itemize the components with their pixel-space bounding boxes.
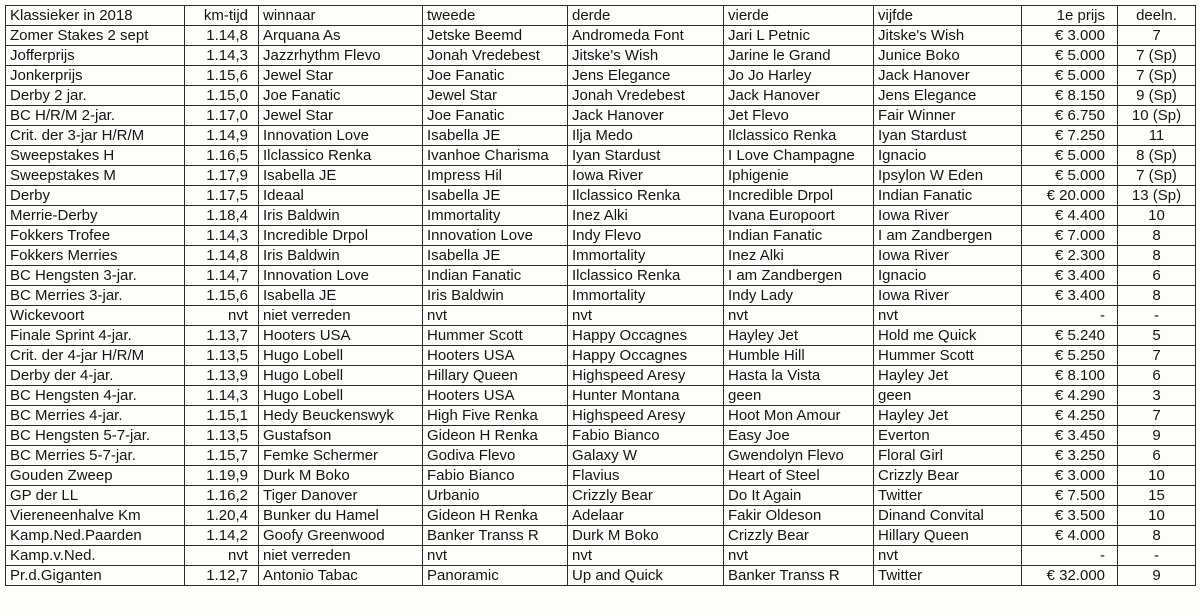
- cell-first-prize: € 2.300: [1022, 246, 1118, 266]
- cell-third: Adelaar: [568, 506, 724, 526]
- cell-km-time: 1.16,5: [185, 146, 259, 166]
- table-row: [6, 346, 1196, 366]
- table-row: [6, 66, 1196, 86]
- cell-fifth: Ignacio: [874, 146, 1022, 166]
- table-row: [6, 246, 1196, 266]
- cell-fifth: Ignacio: [874, 266, 1022, 286]
- cell-participants: 5: [1118, 326, 1196, 346]
- cell-fourth: nvt: [724, 546, 874, 566]
- cell-winner: Innovation Love: [259, 266, 423, 286]
- cell-participants: 7 (Sp): [1118, 46, 1196, 66]
- cell-winner: Jewel Star: [259, 66, 423, 86]
- cell-fifth: Twitter: [874, 486, 1022, 506]
- cell-participants: -: [1118, 306, 1196, 326]
- cell-first-prize: € 5.000: [1022, 146, 1118, 166]
- cell-participants: 3: [1118, 386, 1196, 406]
- table-row: [6, 486, 1196, 506]
- cell-fifth: Ipsylon W Eden: [874, 166, 1022, 186]
- cell-winner: Incredible Drpol: [259, 226, 423, 246]
- cell-km-time: 1.18,4: [185, 206, 259, 226]
- cell-third: Hunter Montana: [568, 386, 724, 406]
- cell-fifth: Hayley Jet: [874, 406, 1022, 426]
- table-row: [6, 326, 1196, 346]
- cell-fourth: Easy Joe: [724, 426, 874, 446]
- cell-third: Durk M Boko: [568, 526, 724, 546]
- cell-third: Highspeed Aresy: [568, 366, 724, 386]
- cell-third: Jens Elegance: [568, 66, 724, 86]
- cell-second: Hummer Scott: [423, 326, 568, 346]
- cell-fourth: Humble Hill: [724, 346, 874, 366]
- cell-winner: niet verreden: [259, 306, 423, 326]
- cell-second: Ivanhoe Charisma: [423, 146, 568, 166]
- cell-second: Indian Fanatic: [423, 266, 568, 286]
- cell-winner: Hugo Lobell: [259, 386, 423, 406]
- cell-third: nvt: [568, 306, 724, 326]
- cell-second: Joe Fanatic: [423, 66, 568, 86]
- cell-fifth: Iowa River: [874, 246, 1022, 266]
- cell-fifth: Hold me Quick: [874, 326, 1022, 346]
- cell-winner: niet verreden: [259, 546, 423, 566]
- cell-race-name: Merrie-Derby: [6, 206, 185, 226]
- cell-participants: 8: [1118, 526, 1196, 546]
- cell-first-prize: € 5.000: [1022, 166, 1118, 186]
- cell-fourth: Ilclassico Renka: [724, 126, 874, 146]
- cell-fourth: Indy Lady: [724, 286, 874, 306]
- table-row: [6, 86, 1196, 106]
- cell-fourth: Fakir Oldeson: [724, 506, 874, 526]
- cell-fifth: Iyan Stardust: [874, 126, 1022, 146]
- cell-participants: 7 (Sp): [1118, 166, 1196, 186]
- cell-race-name: BC Merries 5-7-jar.: [6, 446, 185, 466]
- table-row: [6, 386, 1196, 406]
- table-row: [6, 186, 1196, 206]
- cell-fifth: Indian Fanatic: [874, 186, 1022, 206]
- cell-race-name: Derby 2 jar.: [6, 86, 185, 106]
- cell-third: Ilja Medo: [568, 126, 724, 146]
- cell-km-time: 1.14,3: [185, 226, 259, 246]
- cell-km-time: 1.14,3: [185, 386, 259, 406]
- cell-fourth: Jo Jo Harley: [724, 66, 874, 86]
- cell-race-name: Sweepstakes M: [6, 166, 185, 186]
- header-row: [6, 6, 1196, 26]
- cell-participants: 9: [1118, 426, 1196, 446]
- table-row: [6, 166, 1196, 186]
- cell-winner: Isabella JE: [259, 166, 423, 186]
- table-row: [6, 206, 1196, 226]
- cell-third: Fabio Bianco: [568, 426, 724, 446]
- cell-race-name: Crit. der 3-jar H/R/M: [6, 126, 185, 146]
- cell-participants: 13 (Sp): [1118, 186, 1196, 206]
- cell-participants: 8 (Sp): [1118, 146, 1196, 166]
- cell-winner: Arquana As: [259, 26, 423, 46]
- cell-race-name: BC Merries 3-jar.: [6, 286, 185, 306]
- cell-first-prize: € 5.240: [1022, 326, 1118, 346]
- cell-fourth: Indian Fanatic: [724, 226, 874, 246]
- table-row: [6, 106, 1196, 126]
- cell-fifth: nvt: [874, 546, 1022, 566]
- cell-winner: Durk M Boko: [259, 466, 423, 486]
- cell-third: Iyan Stardust: [568, 146, 724, 166]
- cell-second: Isabella JE: [423, 186, 568, 206]
- cell-first-prize: € 5.000: [1022, 66, 1118, 86]
- header-km-time: km-tijd: [185, 6, 259, 26]
- cell-third: Jitske's Wish: [568, 46, 724, 66]
- cell-winner: Hedy Beuckenswyk: [259, 406, 423, 426]
- cell-fourth: Hayley Jet: [724, 326, 874, 346]
- cell-km-time: 1.13,9: [185, 366, 259, 386]
- cell-fourth: Jari L Petnic: [724, 26, 874, 46]
- cell-km-time: 1.20,4: [185, 506, 259, 526]
- cell-participants: 7: [1118, 26, 1196, 46]
- cell-first-prize: € 8.100: [1022, 366, 1118, 386]
- cell-third: Andromeda Font: [568, 26, 724, 46]
- cell-km-time: 1.19,9: [185, 466, 259, 486]
- cell-km-time: 1.16,2: [185, 486, 259, 506]
- cell-second: Impress Hil: [423, 166, 568, 186]
- cell-fifth: Floral Girl: [874, 446, 1022, 466]
- cell-first-prize: -: [1022, 546, 1118, 566]
- cell-third: Iowa River: [568, 166, 724, 186]
- cell-race-name: Viereneenhalve Km: [6, 506, 185, 526]
- cell-second: Godiva Flevo: [423, 446, 568, 466]
- cell-first-prize: € 5.000: [1022, 46, 1118, 66]
- cell-race-name: BC H/R/M 2-jar.: [6, 106, 185, 126]
- cell-fourth: Crizzly Bear: [724, 526, 874, 546]
- cell-race-name: Kamp.v.Ned.: [6, 546, 185, 566]
- cell-fourth: Jet Flevo: [724, 106, 874, 126]
- cell-third: Crizzly Bear: [568, 486, 724, 506]
- cell-winner: Jazzrhythm Flevo: [259, 46, 423, 66]
- cell-fourth: Gwendolyn Flevo: [724, 446, 874, 466]
- cell-first-prize: -: [1022, 306, 1118, 326]
- cell-second: Isabella JE: [423, 246, 568, 266]
- cell-participants: 8: [1118, 226, 1196, 246]
- cell-third: nvt: [568, 546, 724, 566]
- cell-fifth: Twitter: [874, 566, 1022, 586]
- cell-third: Up and Quick: [568, 566, 724, 586]
- cell-km-time: 1.14,2: [185, 526, 259, 546]
- cell-race-name: Pr.d.Giganten: [6, 566, 185, 586]
- cell-third: Immortality: [568, 246, 724, 266]
- cell-participants: 11: [1118, 126, 1196, 146]
- header-third: derde: [568, 6, 724, 26]
- cell-second: Jewel Star: [423, 86, 568, 106]
- cell-fourth: I am Zandbergen: [724, 266, 874, 286]
- cell-first-prize: € 4.290: [1022, 386, 1118, 406]
- cell-third: Jack Hanover: [568, 106, 724, 126]
- cell-fourth: Incredible Drpol: [724, 186, 874, 206]
- cell-km-time: 1.14,8: [185, 26, 259, 46]
- cell-winner: Goofy Greenwood: [259, 526, 423, 546]
- cell-fifth: Dinand Convital: [874, 506, 1022, 526]
- table-row: [6, 266, 1196, 286]
- cell-participants: 10: [1118, 506, 1196, 526]
- cell-race-name: Jonkerprijs: [6, 66, 185, 86]
- cell-km-time: 1.15,1: [185, 406, 259, 426]
- cell-participants: 15: [1118, 486, 1196, 506]
- cell-first-prize: € 4.000: [1022, 526, 1118, 546]
- header-second: tweede: [423, 6, 568, 26]
- table-row: [6, 546, 1196, 566]
- cell-race-name: Derby der 4-jar.: [6, 366, 185, 386]
- table-row: [6, 466, 1196, 486]
- cell-race-name: Fokkers Trofee: [6, 226, 185, 246]
- cell-second: Joe Fanatic: [423, 106, 568, 126]
- cell-third: Galaxy W: [568, 446, 724, 466]
- cell-second: Urbanio: [423, 486, 568, 506]
- cell-second: Immortality: [423, 206, 568, 226]
- cell-first-prize: € 20.000: [1022, 186, 1118, 206]
- cell-winner: Ideaal: [259, 186, 423, 206]
- cell-third: Immortality: [568, 286, 724, 306]
- cell-fourth: Do It Again: [724, 486, 874, 506]
- table-row: [6, 286, 1196, 306]
- cell-second: Fabio Bianco: [423, 466, 568, 486]
- cell-km-time: 1.13,7: [185, 326, 259, 346]
- cell-second: Iris Baldwin: [423, 286, 568, 306]
- cell-race-name: Wickevoort: [6, 306, 185, 326]
- cell-winner: Hugo Lobell: [259, 346, 423, 366]
- cell-second: nvt: [423, 306, 568, 326]
- cell-winner: Iris Baldwin: [259, 206, 423, 226]
- cell-second: Innovation Love: [423, 226, 568, 246]
- cell-race-name: BC Merries 4-jar.: [6, 406, 185, 426]
- cell-first-prize: € 7.250: [1022, 126, 1118, 146]
- cell-participants: 9 (Sp): [1118, 86, 1196, 106]
- cell-fifth: Everton: [874, 426, 1022, 446]
- cell-participants: 8: [1118, 246, 1196, 266]
- cell-fifth: I am Zandbergen: [874, 226, 1022, 246]
- cell-fourth: Jack Hanover: [724, 86, 874, 106]
- cell-participants: 6: [1118, 446, 1196, 466]
- header-participants: deeln.: [1118, 6, 1196, 26]
- cell-first-prize: € 3.400: [1022, 286, 1118, 306]
- cell-race-name: BC Hengsten 3-jar.: [6, 266, 185, 286]
- cell-third: Jonah Vredebest: [568, 86, 724, 106]
- cell-race-name: Kamp.Ned.Paarden: [6, 526, 185, 546]
- table-row: [6, 146, 1196, 166]
- cell-second: Jetske Beemd: [423, 26, 568, 46]
- cell-third: Happy Occagnes: [568, 346, 724, 366]
- cell-first-prize: € 7.000: [1022, 226, 1118, 246]
- cell-third: Ilclassico Renka: [568, 186, 724, 206]
- cell-fifth: Iowa River: [874, 286, 1022, 306]
- cell-km-time: 1.15,6: [185, 286, 259, 306]
- cell-winner: Joe Fanatic: [259, 86, 423, 106]
- cell-first-prize: € 32.000: [1022, 566, 1118, 586]
- cell-participants: 10: [1118, 206, 1196, 226]
- cell-race-name: BC Hengsten 5-7-jar.: [6, 426, 185, 446]
- cell-km-time: 1.15,0: [185, 86, 259, 106]
- cell-participants: 6: [1118, 266, 1196, 286]
- cell-fourth: Hasta la Vista: [724, 366, 874, 386]
- table-row: [6, 126, 1196, 146]
- cell-winner: Innovation Love: [259, 126, 423, 146]
- cell-race-name: BC Hengsten 4-jar.: [6, 386, 185, 406]
- table-row: [6, 226, 1196, 246]
- cell-km-time: 1.15,7: [185, 446, 259, 466]
- cell-fourth: geen: [724, 386, 874, 406]
- cell-second: Banker Transs R: [423, 526, 568, 546]
- cell-km-time: 1.13,5: [185, 426, 259, 446]
- cell-second: Gideon H Renka: [423, 426, 568, 446]
- cell-fourth: Jarine le Grand: [724, 46, 874, 66]
- cell-participants: 10 (Sp): [1118, 106, 1196, 126]
- cell-first-prize: € 4.250: [1022, 406, 1118, 426]
- cell-fourth: Inez Alki: [724, 246, 874, 266]
- cell-km-time: 1.17,9: [185, 166, 259, 186]
- cell-first-prize: € 5.250: [1022, 346, 1118, 366]
- cell-participants: 9: [1118, 566, 1196, 586]
- cell-winner: Ilclassico Renka: [259, 146, 423, 166]
- header-race-name: Klassieker in 2018: [6, 6, 185, 26]
- cell-winner: Hugo Lobell: [259, 366, 423, 386]
- table-row: [6, 26, 1196, 46]
- cell-participants: -: [1118, 546, 1196, 566]
- cell-participants: 6: [1118, 366, 1196, 386]
- cell-first-prize: € 7.500: [1022, 486, 1118, 506]
- cell-km-time: 1.14,9: [185, 126, 259, 146]
- cell-third: Ilclassico Renka: [568, 266, 724, 286]
- cell-race-name: Finale Sprint 4-jar.: [6, 326, 185, 346]
- cell-participants: 8: [1118, 286, 1196, 306]
- cell-winner: Jewel Star: [259, 106, 423, 126]
- results-table: [5, 5, 1196, 586]
- table-row: [6, 406, 1196, 426]
- cell-fifth: Jens Elegance: [874, 86, 1022, 106]
- header-fifth: vijfde: [874, 6, 1022, 26]
- cell-first-prize: € 6.750: [1022, 106, 1118, 126]
- cell-fifth: Crizzly Bear: [874, 466, 1022, 486]
- table-row: [6, 446, 1196, 466]
- cell-third: Highspeed Aresy: [568, 406, 724, 426]
- cell-fifth: Jitske's Wish: [874, 26, 1022, 46]
- cell-fourth: I Love Champagne: [724, 146, 874, 166]
- cell-participants: 7 (Sp): [1118, 66, 1196, 86]
- cell-race-name: Fokkers Merries: [6, 246, 185, 266]
- cell-race-name: Derby: [6, 186, 185, 206]
- cell-second: Gideon H Renka: [423, 506, 568, 526]
- cell-winner: Gustafson: [259, 426, 423, 446]
- cell-km-time: 1.13,5: [185, 346, 259, 366]
- cell-km-time: 1.17,0: [185, 106, 259, 126]
- cell-third: Happy Occagnes: [568, 326, 724, 346]
- cell-third: Inez Alki: [568, 206, 724, 226]
- cell-fifth: Hayley Jet: [874, 366, 1022, 386]
- cell-fourth: Iphigenie: [724, 166, 874, 186]
- cell-fifth: Jack Hanover: [874, 66, 1022, 86]
- cell-first-prize: € 3.400: [1022, 266, 1118, 286]
- cell-fifth: Fair Winner: [874, 106, 1022, 126]
- table-row: [6, 426, 1196, 446]
- cell-km-time: 1.15,6: [185, 66, 259, 86]
- cell-race-name: Zomer Stakes 2 sept: [6, 26, 185, 46]
- table-row: [6, 526, 1196, 546]
- cell-race-name: GP der LL: [6, 486, 185, 506]
- cell-first-prize: € 4.400: [1022, 206, 1118, 226]
- cell-participants: 7: [1118, 346, 1196, 366]
- cell-winner: Iris Baldwin: [259, 246, 423, 266]
- cell-winner: Tiger Danover: [259, 486, 423, 506]
- table-row: [6, 46, 1196, 66]
- cell-km-time: 1.14,7: [185, 266, 259, 286]
- cell-winner: Antonio Tabac: [259, 566, 423, 586]
- cell-first-prize: € 3.000: [1022, 26, 1118, 46]
- cell-fourth: Ivana Europoort: [724, 206, 874, 226]
- cell-first-prize: € 3.250: [1022, 446, 1118, 466]
- cell-fifth: nvt: [874, 306, 1022, 326]
- cell-fourth: Heart of Steel: [724, 466, 874, 486]
- header-fourth: vierde: [724, 6, 874, 26]
- cell-first-prize: € 8.150: [1022, 86, 1118, 106]
- cell-second: Panoramic: [423, 566, 568, 586]
- cell-km-time: 1.17,5: [185, 186, 259, 206]
- cell-second: Hillary Queen: [423, 366, 568, 386]
- cell-fifth: Hummer Scott: [874, 346, 1022, 366]
- cell-first-prize: € 3.500: [1022, 506, 1118, 526]
- cell-second: High Five Renka: [423, 406, 568, 426]
- table-row: [6, 506, 1196, 526]
- header-first-prize: 1e prijs: [1022, 6, 1118, 26]
- cell-first-prize: € 3.000: [1022, 466, 1118, 486]
- table-row: [6, 366, 1196, 386]
- cell-participants: 10: [1118, 466, 1196, 486]
- cell-fifth: Iowa River: [874, 206, 1022, 226]
- cell-second: Hooters USA: [423, 346, 568, 366]
- cell-winner: Femke Schermer: [259, 446, 423, 466]
- cell-second: Isabella JE: [423, 126, 568, 146]
- cell-race-name: Sweepstakes H: [6, 146, 185, 166]
- cell-fourth: Banker Transs R: [724, 566, 874, 586]
- cell-km-time: 1.14,8: [185, 246, 259, 266]
- cell-km-time: nvt: [185, 306, 259, 326]
- cell-race-name: Crit. der 4-jar H/R/M: [6, 346, 185, 366]
- cell-participants: 7: [1118, 406, 1196, 426]
- cell-km-time: nvt: [185, 546, 259, 566]
- cell-fourth: Hoot Mon Amour: [724, 406, 874, 426]
- cell-race-name: Gouden Zweep: [6, 466, 185, 486]
- cell-third: Indy Flevo: [568, 226, 724, 246]
- cell-race-name: Jofferprijs: [6, 46, 185, 66]
- cell-fifth: geen: [874, 386, 1022, 406]
- cell-second: nvt: [423, 546, 568, 566]
- cell-second: Jonah Vredebest: [423, 46, 568, 66]
- cell-third: Flavius: [568, 466, 724, 486]
- table-row: [6, 566, 1196, 586]
- cell-fourth: nvt: [724, 306, 874, 326]
- header-winner: winnaar: [259, 6, 423, 26]
- cell-winner: Bunker du Hamel: [259, 506, 423, 526]
- cell-km-time: 1.14,3: [185, 46, 259, 66]
- cell-winner: Hooters USA: [259, 326, 423, 346]
- cell-km-time: 1.12,7: [185, 566, 259, 586]
- cell-winner: Isabella JE: [259, 286, 423, 306]
- cell-fifth: Junice Boko: [874, 46, 1022, 66]
- cell-fifth: Hillary Queen: [874, 526, 1022, 546]
- table-row: [6, 306, 1196, 326]
- cell-first-prize: € 3.450: [1022, 426, 1118, 446]
- cell-second: Hooters USA: [423, 386, 568, 406]
